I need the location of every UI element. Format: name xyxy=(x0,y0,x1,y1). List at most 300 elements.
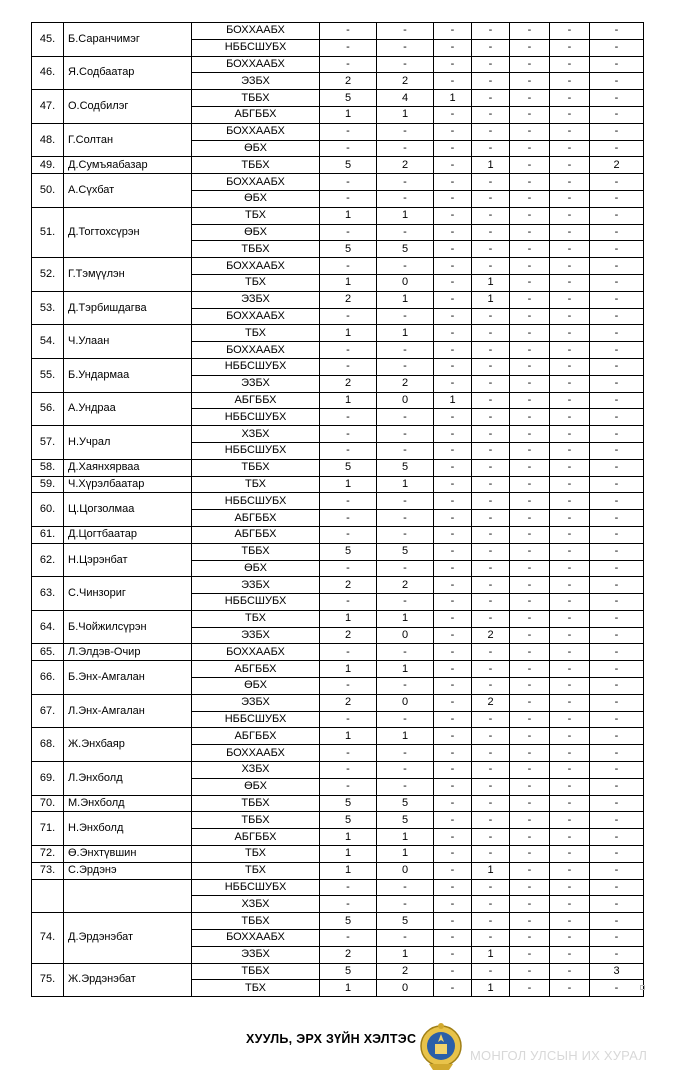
count-cell: - xyxy=(550,862,590,879)
count-cell: - xyxy=(434,140,472,157)
count-cell: - xyxy=(320,190,377,207)
count-cell: - xyxy=(510,308,550,325)
count-cell: - xyxy=(377,308,434,325)
committee-cell: ЭЗБХ xyxy=(192,694,320,711)
count-cell: 1 xyxy=(472,862,510,879)
row-number: 60. xyxy=(32,493,64,527)
committee-cell: ЭЗБХ xyxy=(192,627,320,644)
count-cell: - xyxy=(510,90,550,107)
count-cell: - xyxy=(377,762,434,779)
count-cell: - xyxy=(510,930,550,947)
member-name: Ц.Цогзолмаа xyxy=(64,493,192,527)
committee-cell: ӨБХ xyxy=(192,190,320,207)
count-cell: - xyxy=(590,224,644,241)
count-cell: - xyxy=(472,358,510,375)
row-number: 65. xyxy=(32,644,64,661)
count-cell: - xyxy=(550,980,590,997)
count-cell: - xyxy=(472,778,510,795)
count-cell: - xyxy=(510,711,550,728)
count-cell: - xyxy=(550,728,590,745)
count-cell: - xyxy=(550,291,590,308)
count-cell: - xyxy=(472,594,510,611)
count-cell: - xyxy=(472,342,510,359)
count-cell: - xyxy=(550,913,590,930)
count-cell: - xyxy=(590,694,644,711)
count-cell: - xyxy=(510,778,550,795)
member-name: Ж.Эрдэнэбат xyxy=(64,963,192,997)
count-cell: - xyxy=(472,140,510,157)
count-cell: - xyxy=(434,291,472,308)
count-cell: - xyxy=(590,308,644,325)
count-cell: - xyxy=(377,560,434,577)
count-cell: - xyxy=(472,90,510,107)
count-cell: - xyxy=(590,493,644,510)
count-cell: - xyxy=(510,946,550,963)
count-cell: - xyxy=(510,728,550,745)
count-cell: - xyxy=(550,241,590,258)
count-cell: - xyxy=(590,342,644,359)
row-number: 71. xyxy=(32,812,64,846)
count-cell: - xyxy=(434,493,472,510)
count-cell: 1 xyxy=(472,274,510,291)
member-name: Л.Энхболд xyxy=(64,762,192,796)
count-cell: - xyxy=(472,762,510,779)
count-cell: - xyxy=(377,594,434,611)
count-cell: - xyxy=(472,526,510,543)
count-cell: - xyxy=(510,56,550,73)
count-cell: 1 xyxy=(472,946,510,963)
count-cell: - xyxy=(550,258,590,275)
count-cell: - xyxy=(590,241,644,258)
count-cell: 2 xyxy=(320,694,377,711)
count-cell: - xyxy=(590,745,644,762)
count-cell: - xyxy=(590,392,644,409)
committee-cell: БОХХААБХ xyxy=(192,123,320,140)
committee-cell: БОХХААБХ xyxy=(192,930,320,947)
count-cell: - xyxy=(472,73,510,90)
row-number: 49. xyxy=(32,157,64,174)
committee-cell: АБГББХ xyxy=(192,829,320,846)
count-cell: - xyxy=(472,325,510,342)
count-cell: - xyxy=(320,745,377,762)
count-cell: - xyxy=(377,930,434,947)
count-cell: - xyxy=(550,678,590,695)
count-cell: - xyxy=(590,560,644,577)
count-cell: - xyxy=(472,543,510,560)
count-cell: 0 xyxy=(377,694,434,711)
count-cell: - xyxy=(377,56,434,73)
count-cell: - xyxy=(472,476,510,493)
count-cell: - xyxy=(590,325,644,342)
count-cell: - xyxy=(320,123,377,140)
committee-cell: ТББХ xyxy=(192,459,320,476)
table-row xyxy=(32,23,644,40)
count-cell: - xyxy=(320,258,377,275)
count-cell: - xyxy=(320,778,377,795)
count-cell: - xyxy=(510,291,550,308)
count-cell: - xyxy=(472,711,510,728)
count-cell: - xyxy=(434,879,472,896)
count-cell: - xyxy=(434,913,472,930)
row-number: 54. xyxy=(32,325,64,359)
committee-cell: ТББХ xyxy=(192,913,320,930)
member-name: Ч.Хүрэлбаатар xyxy=(64,476,192,493)
count-cell: 1 xyxy=(377,106,434,123)
count-cell: - xyxy=(377,896,434,913)
count-cell: - xyxy=(472,241,510,258)
count-cell: 0 xyxy=(377,627,434,644)
count-cell: - xyxy=(510,375,550,392)
count-cell: - xyxy=(510,140,550,157)
count-cell: 1 xyxy=(377,207,434,224)
row-number: 69. xyxy=(32,762,64,796)
count-cell: - xyxy=(550,510,590,527)
count-cell: - xyxy=(472,106,510,123)
count-cell: 2 xyxy=(320,375,377,392)
count-cell: - xyxy=(550,946,590,963)
count-cell: - xyxy=(550,846,590,863)
state-emblem-icon xyxy=(419,1020,463,1076)
count-cell: - xyxy=(550,207,590,224)
count-cell: - xyxy=(550,694,590,711)
table-row xyxy=(32,661,644,678)
committee-cell: НББСШУБХ xyxy=(192,39,320,56)
count-cell: - xyxy=(550,476,590,493)
count-cell: - xyxy=(434,325,472,342)
count-cell: - xyxy=(377,140,434,157)
page-corner-mark xyxy=(640,985,645,990)
count-cell: - xyxy=(472,510,510,527)
count-cell: - xyxy=(590,678,644,695)
count-cell: - xyxy=(510,896,550,913)
count-cell: - xyxy=(590,896,644,913)
count-cell: - xyxy=(590,73,644,90)
count-cell: - xyxy=(377,526,434,543)
count-cell: - xyxy=(320,308,377,325)
count-cell: - xyxy=(472,795,510,812)
count-cell: - xyxy=(590,459,644,476)
count-cell: - xyxy=(377,358,434,375)
count-cell: - xyxy=(510,106,550,123)
committee-cell: ӨБХ xyxy=(192,778,320,795)
count-cell: - xyxy=(510,342,550,359)
committee-cell: ХЗБХ xyxy=(192,896,320,913)
count-cell: - xyxy=(510,23,550,40)
count-cell: - xyxy=(510,610,550,627)
count-cell: - xyxy=(550,745,590,762)
count-cell: - xyxy=(510,678,550,695)
count-cell: 5 xyxy=(377,913,434,930)
row-number: 67. xyxy=(32,694,64,728)
count-cell: - xyxy=(377,342,434,359)
count-cell: - xyxy=(510,207,550,224)
count-cell: 1 xyxy=(377,610,434,627)
row-number: 47. xyxy=(32,90,64,124)
count-cell: 5 xyxy=(320,812,377,829)
count-cell: - xyxy=(590,510,644,527)
row-number: 56. xyxy=(32,392,64,426)
count-cell: - xyxy=(434,795,472,812)
member-name: Я.Содбаатар xyxy=(64,56,192,90)
count-cell: - xyxy=(510,274,550,291)
count-cell: - xyxy=(472,442,510,459)
count-cell: - xyxy=(320,644,377,661)
table-row xyxy=(32,157,644,174)
count-cell: - xyxy=(434,224,472,241)
count-cell: - xyxy=(550,711,590,728)
count-cell: - xyxy=(434,174,472,191)
count-cell: - xyxy=(434,23,472,40)
count-cell: 5 xyxy=(320,913,377,930)
footer-department-title: ХУУЛЬ, ЭРХ ЗҮЙН ХЭЛТЭС xyxy=(246,1032,417,1046)
count-cell: 5 xyxy=(320,795,377,812)
count-cell: - xyxy=(434,510,472,527)
count-cell: - xyxy=(590,862,644,879)
count-cell: - xyxy=(550,963,590,980)
count-cell: - xyxy=(590,258,644,275)
count-cell: - xyxy=(510,190,550,207)
count-cell: - xyxy=(590,778,644,795)
count-cell: - xyxy=(550,526,590,543)
count-cell: - xyxy=(550,73,590,90)
committee-cell: НББСШУБХ xyxy=(192,879,320,896)
count-cell: - xyxy=(510,325,550,342)
count-cell: - xyxy=(434,258,472,275)
count-cell: - xyxy=(550,661,590,678)
count-cell: - xyxy=(550,157,590,174)
count-cell: - xyxy=(377,258,434,275)
member-name: Н.Энхболд xyxy=(64,812,192,846)
count-cell: - xyxy=(377,442,434,459)
row-number: 57. xyxy=(32,426,64,460)
count-cell: - xyxy=(510,694,550,711)
count-cell: - xyxy=(590,140,644,157)
count-cell: - xyxy=(377,745,434,762)
row-number xyxy=(32,879,64,913)
member-name: Г.Солтан xyxy=(64,123,192,157)
count-cell: - xyxy=(550,577,590,594)
table-row xyxy=(32,258,644,275)
count-cell: - xyxy=(550,795,590,812)
count-cell: 1 xyxy=(320,829,377,846)
count-cell: - xyxy=(550,140,590,157)
count-cell: - xyxy=(434,543,472,560)
committee-cell: НББСШУБХ xyxy=(192,493,320,510)
committee-cell: АБГББХ xyxy=(192,106,320,123)
count-cell: - xyxy=(320,342,377,359)
count-cell: - xyxy=(377,493,434,510)
committee-cell: ТББХ xyxy=(192,241,320,258)
count-cell: - xyxy=(434,577,472,594)
table-row xyxy=(32,762,644,779)
committee-cell: ТБХ xyxy=(192,846,320,863)
committee-cell: ӨБХ xyxy=(192,140,320,157)
count-cell: - xyxy=(472,560,510,577)
count-cell: - xyxy=(320,930,377,947)
count-cell: - xyxy=(590,644,644,661)
table-row xyxy=(32,812,644,829)
committee-cell: АБГББХ xyxy=(192,510,320,527)
count-cell: - xyxy=(590,913,644,930)
count-cell: - xyxy=(550,812,590,829)
member-name: Н.Цэрэнбат xyxy=(64,543,192,577)
count-cell: 5 xyxy=(377,459,434,476)
committee-cell: ТББХ xyxy=(192,963,320,980)
count-cell: - xyxy=(320,409,377,426)
count-cell: - xyxy=(510,627,550,644)
count-cell: - xyxy=(472,207,510,224)
count-cell: - xyxy=(550,829,590,846)
count-cell: - xyxy=(590,627,644,644)
count-cell: - xyxy=(434,980,472,997)
committee-cell: БОХХААБХ xyxy=(192,174,320,191)
count-cell: - xyxy=(434,610,472,627)
count-cell: - xyxy=(472,728,510,745)
count-cell: - xyxy=(472,392,510,409)
count-cell: - xyxy=(434,39,472,56)
count-cell: 1 xyxy=(320,610,377,627)
count-cell: - xyxy=(510,913,550,930)
count-cell: 1 xyxy=(434,392,472,409)
row-number: 68. xyxy=(32,728,64,762)
table-row xyxy=(32,644,644,661)
table-row xyxy=(32,862,644,879)
count-cell: - xyxy=(510,543,550,560)
count-cell: - xyxy=(590,594,644,611)
count-cell: 1 xyxy=(377,728,434,745)
count-cell: - xyxy=(550,409,590,426)
member-name: С.Чинзориг xyxy=(64,577,192,611)
table-row xyxy=(32,795,644,812)
row-number: 46. xyxy=(32,56,64,90)
table-row xyxy=(32,207,644,224)
count-cell: - xyxy=(434,963,472,980)
committee-cell: ТБХ xyxy=(192,207,320,224)
count-cell: - xyxy=(550,560,590,577)
count-cell: - xyxy=(550,594,590,611)
count-cell: - xyxy=(377,409,434,426)
count-cell: - xyxy=(590,980,644,997)
committee-cell: ТББХ xyxy=(192,157,320,174)
count-cell: - xyxy=(550,342,590,359)
committee-cell: ХЗБХ xyxy=(192,762,320,779)
count-cell: - xyxy=(510,73,550,90)
committee-cell: ӨБХ xyxy=(192,678,320,695)
member-name: Л.Энх-Амгалан xyxy=(64,694,192,728)
count-cell: - xyxy=(510,594,550,611)
count-cell: 1 xyxy=(320,980,377,997)
committee-cell: АБГББХ xyxy=(192,526,320,543)
count-cell: - xyxy=(472,829,510,846)
count-cell: - xyxy=(510,409,550,426)
count-cell: - xyxy=(320,23,377,40)
count-cell: - xyxy=(550,426,590,443)
row-number: 53. xyxy=(32,291,64,325)
count-cell: - xyxy=(550,627,590,644)
count-cell: 5 xyxy=(377,812,434,829)
count-cell: - xyxy=(590,56,644,73)
row-number: 52. xyxy=(32,258,64,292)
count-cell: - xyxy=(377,39,434,56)
count-cell: - xyxy=(377,190,434,207)
count-cell: - xyxy=(434,846,472,863)
count-cell: - xyxy=(550,90,590,107)
count-cell: - xyxy=(434,694,472,711)
count-cell: - xyxy=(472,661,510,678)
table-row xyxy=(32,963,644,980)
count-cell: 1 xyxy=(377,946,434,963)
member-name: С.Эрдэнэ xyxy=(64,862,192,879)
member-name: Д.Тогтохсүрэн xyxy=(64,207,192,257)
count-cell: - xyxy=(510,795,550,812)
count-cell: - xyxy=(434,762,472,779)
count-cell: - xyxy=(377,123,434,140)
count-cell: - xyxy=(472,459,510,476)
count-cell: 5 xyxy=(320,90,377,107)
count-cell: - xyxy=(550,375,590,392)
count-cell: - xyxy=(510,862,550,879)
count-cell: - xyxy=(550,459,590,476)
count-cell: - xyxy=(377,23,434,40)
table-row xyxy=(32,526,644,543)
count-cell: - xyxy=(510,123,550,140)
count-cell: - xyxy=(590,358,644,375)
count-cell: 5 xyxy=(320,241,377,258)
row-number: 70. xyxy=(32,795,64,812)
row-number: 63. xyxy=(32,577,64,611)
row-number: 61. xyxy=(32,526,64,543)
parliament-watermark: МОНГОЛ УЛСЫН ИХ ХУРАЛ xyxy=(470,1048,648,1063)
count-cell: - xyxy=(510,560,550,577)
count-cell: 5 xyxy=(377,795,434,812)
table-row xyxy=(32,846,644,863)
member-name: Д.Эрдэнэбат xyxy=(64,913,192,963)
count-cell: - xyxy=(472,426,510,443)
count-cell: - xyxy=(510,526,550,543)
committee-cell: ЭЗБХ xyxy=(192,73,320,90)
deputies-table xyxy=(31,22,644,997)
count-cell: - xyxy=(320,493,377,510)
count-cell: - xyxy=(434,946,472,963)
table-row xyxy=(32,879,644,896)
count-cell: - xyxy=(434,627,472,644)
count-cell: - xyxy=(320,526,377,543)
count-cell: - xyxy=(510,442,550,459)
count-cell: - xyxy=(377,879,434,896)
count-cell: - xyxy=(550,56,590,73)
count-cell: 1 xyxy=(320,476,377,493)
count-cell: - xyxy=(320,56,377,73)
count-cell: 2 xyxy=(472,627,510,644)
table-row xyxy=(32,913,644,930)
member-name: Д.Цогтбаатар xyxy=(64,526,192,543)
count-cell: - xyxy=(550,762,590,779)
row-number: 59. xyxy=(32,476,64,493)
row-number: 75. xyxy=(32,963,64,997)
table-row xyxy=(32,325,644,342)
count-cell: - xyxy=(590,291,644,308)
count-cell: - xyxy=(472,308,510,325)
member-name: Л.Элдэв-Очир xyxy=(64,644,192,661)
committee-cell: ТБХ xyxy=(192,610,320,627)
count-cell: - xyxy=(434,442,472,459)
count-cell: 2 xyxy=(590,157,644,174)
count-cell: 1 xyxy=(472,157,510,174)
count-cell: - xyxy=(434,241,472,258)
count-cell: - xyxy=(434,678,472,695)
committee-cell: ТББХ xyxy=(192,543,320,560)
count-cell: - xyxy=(434,426,472,443)
